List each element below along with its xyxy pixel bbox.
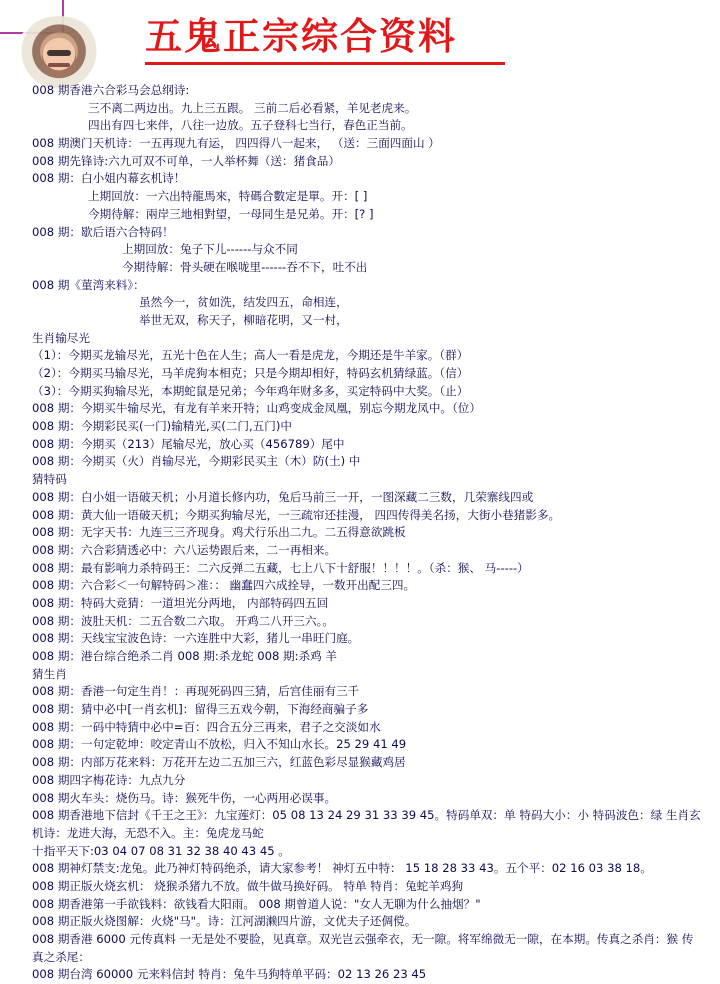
text-line: 008 期：今期彩民买(一门)输精光,买(二门,五门)中: [32, 419, 292, 434]
text-line: 008 期《菫湾来料》：: [32, 277, 145, 292]
text-line: 008 期：波肚天机：二五合数二六取。 开鸡二八开三六。。: [32, 613, 334, 628]
page-title: 五鬼正宗综合资料: [145, 14, 457, 58]
text-line: 008 期香港 6000 元传真料 一无是处不要脸，见真章。双光岂云强牵衣，无一隙。将军绵微无一隙，在本期。传真之杀肖：猴 传真之杀尾：: [32, 932, 694, 964]
text-line: 008 期神灯禁支:龙兔。此乃神灯特码绝杀，请大家参考！ 神灯五中特： 15 18 28 33 43。五个平：02 16 03 38 18。: [32, 861, 652, 876]
text-line: 上期回放：兔子下儿------与众不同: [122, 242, 298, 257]
text-line: 008 期香港第一手欲钱料：欲钱看大阳雨。 008 期曾道人说："女人无聊为什么抽烟？": [32, 896, 481, 911]
text-line: 008 期：港台综合绝杀二肖 008 期:杀龙蛇 008 期:杀鸡 羊: [32, 649, 337, 663]
text-line: 三不离二两边出。九上三五跟。 三前二后必看紧，羊见老虎来。: [88, 100, 417, 115]
text-line: （1）：今期买龙输尽光，五光十色在人生；高人一看是虎龙，今期还是牛羊家。（群）: [32, 348, 469, 363]
text-line: 008 期：歇后语六合特码！: [32, 224, 174, 239]
text-line: 虽然今一，贫如洗，结发四五，命相连，: [139, 295, 348, 310]
text-line: 008 期：内部万花来料：万花开左边二五加三六，红蓝色彩尽显猴藏鸡居: [32, 755, 406, 770]
text-line: 008 期：特码大竞猜：一道坦光分两地， 内部特码四五回: [32, 595, 329, 610]
text-line: 008 期：黄大仙一语破天机；今期买狗输尽光，一三疏帘还挂漫， 四四传得美名扬，大街小巷猪影多。: [32, 507, 561, 522]
text-line: 008 期澳门天机诗：一五再现九有运， 四四得八一起来， （送：三面四面山 ）: [32, 136, 440, 151]
text-line: （2）：今期买马输尽光，马羊虎狗本相克；只是今期却相好，特码玄机猜绿蓝。（信）: [32, 366, 469, 380]
document-body: [32, 82, 704, 984]
section-heading: 生肖输尽光: [32, 330, 90, 345]
text-line: 十指平天下:03 04 07 08 31 32 38 40 43 45 。: [32, 843, 290, 858]
text-line: 四出有四七来伴，八往一边放。五子登科七当行，春色正当前。: [88, 118, 413, 133]
text-line: 008 期：白小姐内幕玄机诗！: [32, 171, 186, 186]
text-line: 008 期四字梅花诗：九点九分: [32, 772, 186, 787]
text-line: 上期回放：一六出特龍馬來，特碼合數定是單。开：[ ]: [88, 189, 368, 204]
text-line: 008 期：今期买（火）肖输尽光，今期彩民买主（木）防(土) 中: [32, 454, 361, 469]
text-line: 008 期：香港一句定生肖！：再现死码四三猜，后宫佳丽有三千: [32, 684, 360, 699]
text-line: 008 期香港地下信封《千王之王》：九宝莲灯：05 08 13 24 29 31 33 39 45。特码单双：单 特码大小：小 特码波色：绿 生肖玄机诗：龙进大海，无恐不入。主：兔虎龙马蛇: [32, 808, 701, 840]
text-line: 008 期正版火烧玄机： 烧猴杀猪九不放。做牛做马换好码。 特单 特肖：兔蛇羊鸡狗: [32, 878, 464, 893]
text-line: 008 期正版火烧图解：火烧"马"。诗：江河湖濑四片游，文优夫子还倜傥。: [32, 914, 417, 929]
text-line: 008 期：今期买牛输尽光，有龙有羊来开特；山鸡变成金凤凰，别忘今期龙凤中。（位）: [32, 401, 481, 416]
text-line: 008 期香港六合彩马会总纲诗:: [32, 83, 190, 97]
text-line: 008 期：一句定乾坤：咬定青山不放松，归入不知山水长。25 29 41 49: [32, 737, 407, 752]
text-line: 008 期：最有影响力杀特码王：二六反弹二五藏，七上八下十舒服！！！！。（杀：猴、 马-----）: [32, 560, 529, 575]
text-line: 举世无双，称天子，柳暗花明，又一村，: [139, 312, 348, 327]
text-line: （3）：今期买狗输尽光，本期蛇鼠是兄弟；今年鸡年财多多，买定特码中大奖。（止）: [32, 383, 469, 398]
text-line: 今期待解：骨头硬在喉咙里------吞不下，吐不出: [122, 259, 368, 274]
text-line: 008 期：猜中必中[一肖玄机]：留得三五戏今朝，下海经商骗子多: [32, 702, 369, 717]
text-line: 008 期：今期买（213）尾输尽光，放心买（456789）尾中: [32, 436, 345, 451]
text-line: 008 期：一码中特猜中必中=百：四合五分三再来，君子之交淡如水: [32, 719, 381, 734]
text-line: 008 期先锋诗:六九可双不可单，一人举杯舞（送：猪食品）: [32, 153, 340, 168]
section-heading: 猜生肖: [32, 666, 67, 681]
text-line: 008 期：无字天书：九连三三齐现身。鸡犬行乐出二九。二五得意欲跳板: [32, 525, 406, 540]
text-line: 008 期台湾 60000 元来料信封 特肖：兔牛马狗特单平码：02 13 26 23 45: [32, 967, 427, 982]
section-heading: 猜特码: [32, 472, 67, 487]
title-underline: [145, 62, 505, 65]
text-line: 008 期：天线宝宝波色诗：一六连胜中大彩，猪儿一串旺门庭。: [32, 631, 360, 646]
text-line: 008 期：六合彩＜一句解特码＞准：： 幽蠢四六成拴导，一数开出配三四。: [32, 578, 416, 593]
text-line: 008 期火车头：烧伤马。诗：猴死牛伤，一心两用必误事。: [32, 790, 337, 805]
text-line: 008 期：六合彩猜透必中：六八运势跟后来，二一再相来。: [32, 542, 337, 557]
text-line: 008 期：白小姐一语破天机；小月道长修内功，兔后马前三一开，一图深藏二三数，几荣寨线四或: [32, 489, 534, 504]
text-line: 今期待解：兩岸三地相對望，一母同生是兄弟。开：[? ]: [88, 206, 374, 221]
